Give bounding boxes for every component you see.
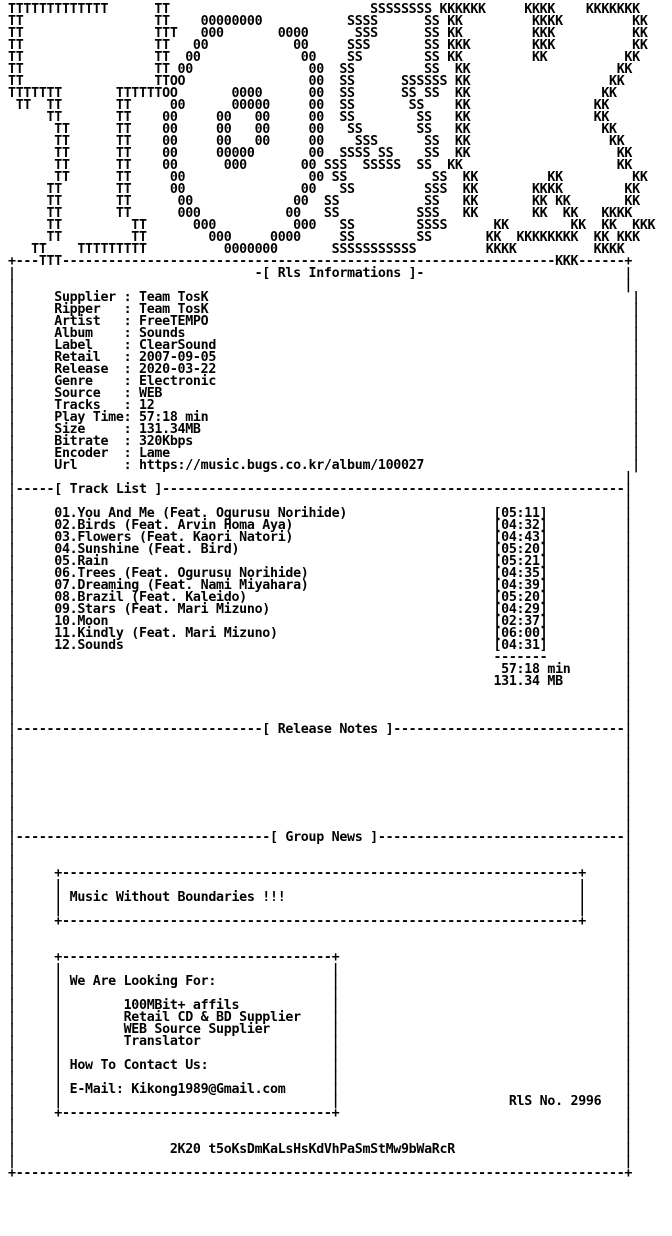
nfo-line: | Play Time: 57:18 min | <box>8 410 640 425</box>
nfo-line: | | <box>8 1154 633 1169</box>
nfo-line: | Artist : FreeTEMPO | <box>8 314 640 329</box>
nfo-line: | | <box>8 758 633 773</box>
nfo-line: TT TT 00 000 00 SSS SSSSS SS KK KK <box>8 158 633 173</box>
nfo-line: TT TT 00 00 00 00 SS SS KK KK <box>8 110 610 125</box>
nfo-line: | | <box>8 806 633 821</box>
nfo-line: | 05.Rain [05:21] | <box>8 554 633 569</box>
nfo-line: TT TT 00 00 SS SSS KK KKKK KK <box>8 182 640 197</box>
nfo-line: | | 100MBit+ affils | | <box>8 998 633 1013</box>
nfo-line: | Label : ClearSound | <box>8 338 640 353</box>
nfo-line: | | | | <box>8 1070 633 1085</box>
nfo-line: TT TT 00 00 00 00 SSS SS KK KK <box>8 134 625 149</box>
nfo-line: TTTTTTTTTTTTT TT SSSSSSSS KKKKKK KKKK KKKKKKK <box>8 2 640 17</box>
nfo-line: | | WEB Source Supplier | | <box>8 1022 633 1037</box>
nfo-line: |-----[ Track List ]------------------------------------------------------------| <box>8 482 633 497</box>
nfo-line: TT TT 000 0000 SS SS KK KKKKKKKK KK KKK <box>8 230 640 245</box>
nfo-line: | 06.Trees (Feat. Ogurusu Norihide) [04:35] | <box>8 566 633 581</box>
nfo-line: | Retail : 2007-09-05 | <box>8 350 640 365</box>
nfo-line: |---------------------------------[ Group News ]--------------------------------| <box>8 830 633 845</box>
nfo-line: +-------------------------------------------------------------------------------+ <box>8 1166 633 1181</box>
nfo-line: TT TT TT 00 00000 00 SS SS KK KK <box>8 98 610 113</box>
nfo-line: | 09.Stars (Feat. Mari Mizuno) [04:29] | <box>8 602 633 617</box>
nfo-line: TT TT 00 00 SS SS KK KK KK <box>8 170 648 185</box>
nfo-line: | | <box>8 470 633 485</box>
nfo-line: TT TT 000 000 SS SSSS KK KK KK KKK <box>8 218 656 233</box>
nfo-line: | 57:18 min | <box>8 662 633 677</box>
nfo-line: | 04.Sunshine (Feat. Bird) [05:20] | <box>8 542 633 557</box>
nfo-line: | 08.Brazil (Feat. Kaleido) [05:20] | <box>8 590 633 605</box>
nfo-line: | 2K20 t5oKsDmKaLsHsKdVhPaSmStMw9bWaRcR | <box>8 1142 633 1157</box>
nfo-line: TT TT 00 00 SS SS KK KK <box>8 62 633 77</box>
nfo-line: TT TT 00 00 00 00 SS SS KK KK <box>8 122 617 137</box>
nfo-line: | | Retail CD & BD Supplier | | <box>8 1010 633 1025</box>
nfo-line: | Genre : Electronic | <box>8 374 640 389</box>
nfo-line: | | <box>8 746 633 761</box>
nfo-line: TT TTTTTTTTT 0000000 SSSSSSSSSSS KKKK KKKK <box>8 242 625 257</box>
nfo-line: | 10.Moon [02:37] | <box>8 614 633 629</box>
nfo-line: | | <box>8 794 633 809</box>
nfo-line: | | <box>8 842 633 857</box>
nfo-line: TT TT 00 00 SSS SS KKK KKK KK <box>8 38 648 53</box>
nfo-line: | | <box>8 1130 633 1145</box>
nfo-line: TT TT 000 00 SS SSS KK KK KK KKKK <box>8 206 633 221</box>
nfo-line: | | | | <box>8 878 633 893</box>
nfo-line: | | <box>8 278 633 293</box>
nfo-line: | | How To Contact Us: | | <box>8 1058 633 1073</box>
nfo-line: | Ripper : Team TosK | <box>8 302 640 317</box>
nfo-line: | | <box>8 494 633 509</box>
nfo-line: | | <box>8 698 633 713</box>
nfo-line: TT TT 00 00000 00 SSSS SS SS KK KK <box>8 146 633 161</box>
nfo-line: | | <box>8 938 633 953</box>
nfo-line: | 11.Kindly (Feat. Mari Mizuno) [06:00] | <box>8 626 633 641</box>
nfo-line: | | E-Mail: Kikong1989@Gmail.com | | <box>8 1082 633 1097</box>
nfo-line: | Url : https://music.bugs.co.kr/album/100027 | <box>8 458 640 473</box>
nfo-line: | | <box>8 734 633 749</box>
nfo-line: | Album : Sounds | <box>8 326 640 341</box>
nfo-line: | +-----------------------------------+ | <box>8 950 633 965</box>
nfo-line: | Tracks : 12 | <box>8 398 640 413</box>
nfo-line: | 02.Birds (Feat. Arvin Homa Aya) [04:32] | <box>8 518 633 533</box>
nfo-line: | | | | <box>8 986 633 1001</box>
nfo-line: | 131.34 MB | <box>8 674 633 689</box>
nfo-line: | -[ Rls Informations ]- | <box>8 266 633 281</box>
nfo-line: | | Music Without Boundaries !!! | | <box>8 890 633 905</box>
nfo-line: | Encoder : Lame | <box>8 446 640 461</box>
nfo-line: | 07.Dreaming (Feat. Nami Miyahara) [04:39] | <box>8 578 633 593</box>
nfo-line: | | <box>8 770 633 785</box>
nfo-line: | | <box>8 854 633 869</box>
nfo-line: | | | RlS No. 2996 | <box>8 1094 633 1109</box>
nfo-line: | 03.Flowers (Feat. Kaori Natori) [04:43] | <box>8 530 633 545</box>
nfo-line: | | <box>8 1118 633 1133</box>
nfo-line: | | <box>8 782 633 797</box>
nfo-line: | 01.You And Me (Feat. Ogurusu Norihide) [05:11] | <box>8 506 633 521</box>
nfo-line: | | We Are Looking For: | | <box>8 974 633 989</box>
nfo-line: TT TTOO 00 SS SSSSSS KK KK <box>8 74 625 89</box>
nfo-line: | | Translator | | <box>8 1034 633 1049</box>
nfo-line: | Supplier : Team TosK | <box>8 290 640 305</box>
nfo-line: | Source : WEB | <box>8 386 640 401</box>
nfo-line: | | <box>8 926 633 941</box>
nfo-line: TT TT 00000000 SSSS SS KK KKKK KK <box>8 14 648 29</box>
nfo-line: | Release : 2020-03-22 | <box>8 362 640 377</box>
nfo-line: | | <box>8 710 633 725</box>
nfo-line: | +-------------------------------------------------------------------+ | <box>8 914 633 929</box>
nfo-line: | ------- | <box>8 650 633 665</box>
nfo-line: |--------------------------------[ Release Notes ]------------------------------| <box>8 722 633 737</box>
nfo-line: TT TT 00 00 SS SS KK KK KK <box>8 50 640 65</box>
nfo-line: | | <box>8 686 633 701</box>
nfo-line: +---TTT----------------------------------------------------------------KKK------+ <box>8 254 633 269</box>
nfo-line: | | | | <box>8 902 633 917</box>
nfo-line: | Bitrate : 320Kbps | <box>8 434 640 449</box>
nfo-line: | +-------------------------------------------------------------------+ | <box>8 866 633 881</box>
nfo-line: | 12.Sounds [04:31] | <box>8 638 633 653</box>
nfo-line: | +-----------------------------------+ | <box>8 1106 633 1121</box>
nfo-line: TT TT 00 00 SS SS KK KK KK KK <box>8 194 640 209</box>
nfo-line: | | | | <box>8 962 633 977</box>
nfo-line: | Size : 131.34MB | <box>8 422 640 437</box>
nfo-line: TTTTTTT TTTTTTOO 0000 00 SS SS SS KK KK <box>8 86 617 101</box>
nfo-line: | | | | <box>8 1046 633 1061</box>
nfo-line: | | <box>8 818 633 833</box>
nfo-line: TT TTT 000 0000 SSS SS KK KKK KK <box>8 26 648 41</box>
